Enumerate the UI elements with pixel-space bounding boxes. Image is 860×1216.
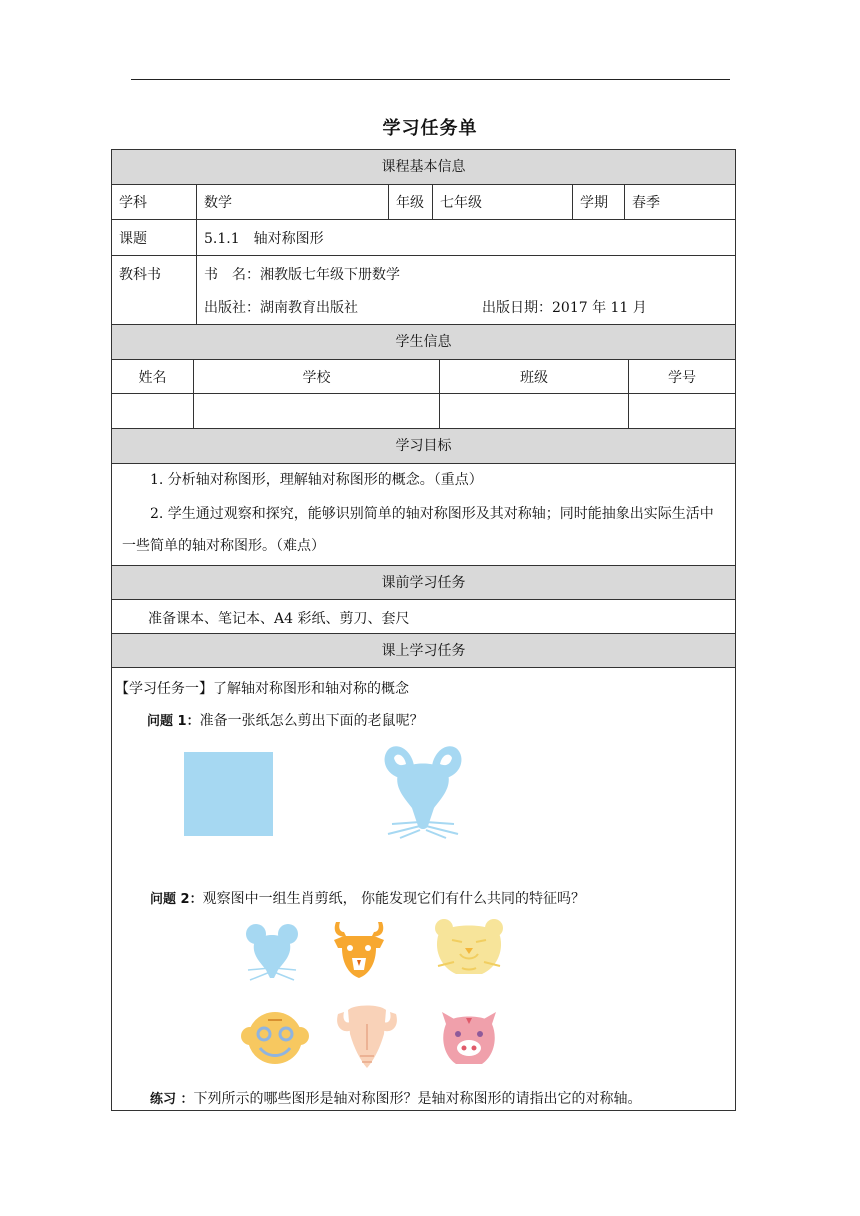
question-1-label: 问题 1： bbox=[147, 714, 200, 729]
grade-value: 七年级 bbox=[433, 185, 573, 219]
objective-1: 1. 分析轴对称图形，理解轴对称图形的概念。（重点） bbox=[150, 472, 483, 488]
subject-value: 数学 bbox=[197, 185, 389, 219]
student-class-cell[interactable] bbox=[440, 394, 629, 428]
zodiac-tiger-icon bbox=[432, 918, 506, 980]
student-info-header: 学生信息 bbox=[112, 325, 735, 360]
course-topic-row bbox=[112, 220, 735, 256]
document-title: 学习任务单 bbox=[382, 118, 478, 139]
question-2-label: 问题 2： bbox=[150, 892, 203, 907]
zodiac-pig-icon bbox=[438, 1008, 500, 1068]
student-name-header: 姓名 bbox=[112, 360, 194, 393]
publisher: 出版社：湖南教育出版社 bbox=[204, 300, 358, 316]
preclass-body bbox=[112, 600, 735, 634]
student-id-header: 学号 bbox=[668, 369, 696, 386]
inclass-header: 课上学习任务 bbox=[112, 634, 735, 668]
inclass-body bbox=[112, 668, 735, 1110]
task-sheet-table bbox=[111, 149, 736, 1111]
student-entry-row bbox=[112, 394, 735, 429]
practice-text: 下列所示的哪些图形是轴对称图形？是轴对称图形的请指出它的对称轴。 bbox=[193, 1091, 642, 1107]
objectives-body bbox=[112, 464, 735, 566]
term-value: 春季 bbox=[632, 195, 660, 211]
term-label: 学期 bbox=[573, 185, 625, 219]
mouse-papercut bbox=[380, 744, 466, 840]
subject-label: 学科 bbox=[112, 185, 197, 219]
student-name-cell[interactable] bbox=[112, 394, 194, 428]
course-subject-row bbox=[112, 185, 735, 220]
question-2-text: 观察图中一组生肖剪纸， 你能发现它们有什么共同的特征吗？ bbox=[202, 891, 586, 907]
task-one-title: 【学习任务一】了解轴对称图形和轴对称的概念 bbox=[115, 681, 409, 697]
student-school-header: 学校 bbox=[194, 360, 440, 393]
textbook-row bbox=[112, 256, 735, 325]
topic-value: 5.1.1 轴对称图形 bbox=[204, 230, 324, 247]
practice-label: 练习 ： bbox=[150, 1092, 194, 1107]
zodiac-mouse-icon bbox=[244, 922, 300, 982]
question-1 bbox=[147, 710, 424, 730]
practice bbox=[150, 1088, 642, 1108]
topic-label: 课题 bbox=[112, 220, 197, 255]
question-2 bbox=[150, 888, 585, 908]
textbook-label: 教科书 bbox=[112, 256, 197, 324]
student-columns-row bbox=[112, 360, 735, 394]
student-school-cell[interactable] bbox=[194, 394, 440, 428]
preclass-materials: 准备课本、笔记本、A4 彩纸、剪刀、套尺 bbox=[148, 611, 410, 627]
header-rule bbox=[131, 79, 730, 80]
book-name: 书 名：湘教版七年级下册数学 bbox=[204, 267, 400, 283]
student-id-cell[interactable] bbox=[629, 394, 735, 428]
objectives-header: 学习目标 bbox=[112, 429, 735, 464]
question-1-text: 准备一张纸怎么剪出下面的老鼠呢？ bbox=[199, 713, 424, 729]
student-class-header: 班级 bbox=[440, 360, 629, 393]
grade-label: 年级 bbox=[389, 185, 433, 219]
square-paper bbox=[184, 752, 273, 836]
publish-date: 出版日期：2017 年 11 月 bbox=[482, 300, 647, 316]
zodiac-ox-icon bbox=[330, 918, 388, 980]
zodiac-monkey-icon bbox=[240, 1010, 310, 1066]
zodiac-goat-icon bbox=[334, 1004, 400, 1070]
objective-2: 2. 学生通过观察和探究，能够识别简单的轴对称图形及其对称轴；同时能抽象出实际生活中一些简单的轴对称图形。（难点） bbox=[122, 506, 714, 554]
course-info-header: 课程基本信息 bbox=[112, 150, 735, 185]
preclass-header: 课前学习任务 bbox=[112, 566, 735, 600]
